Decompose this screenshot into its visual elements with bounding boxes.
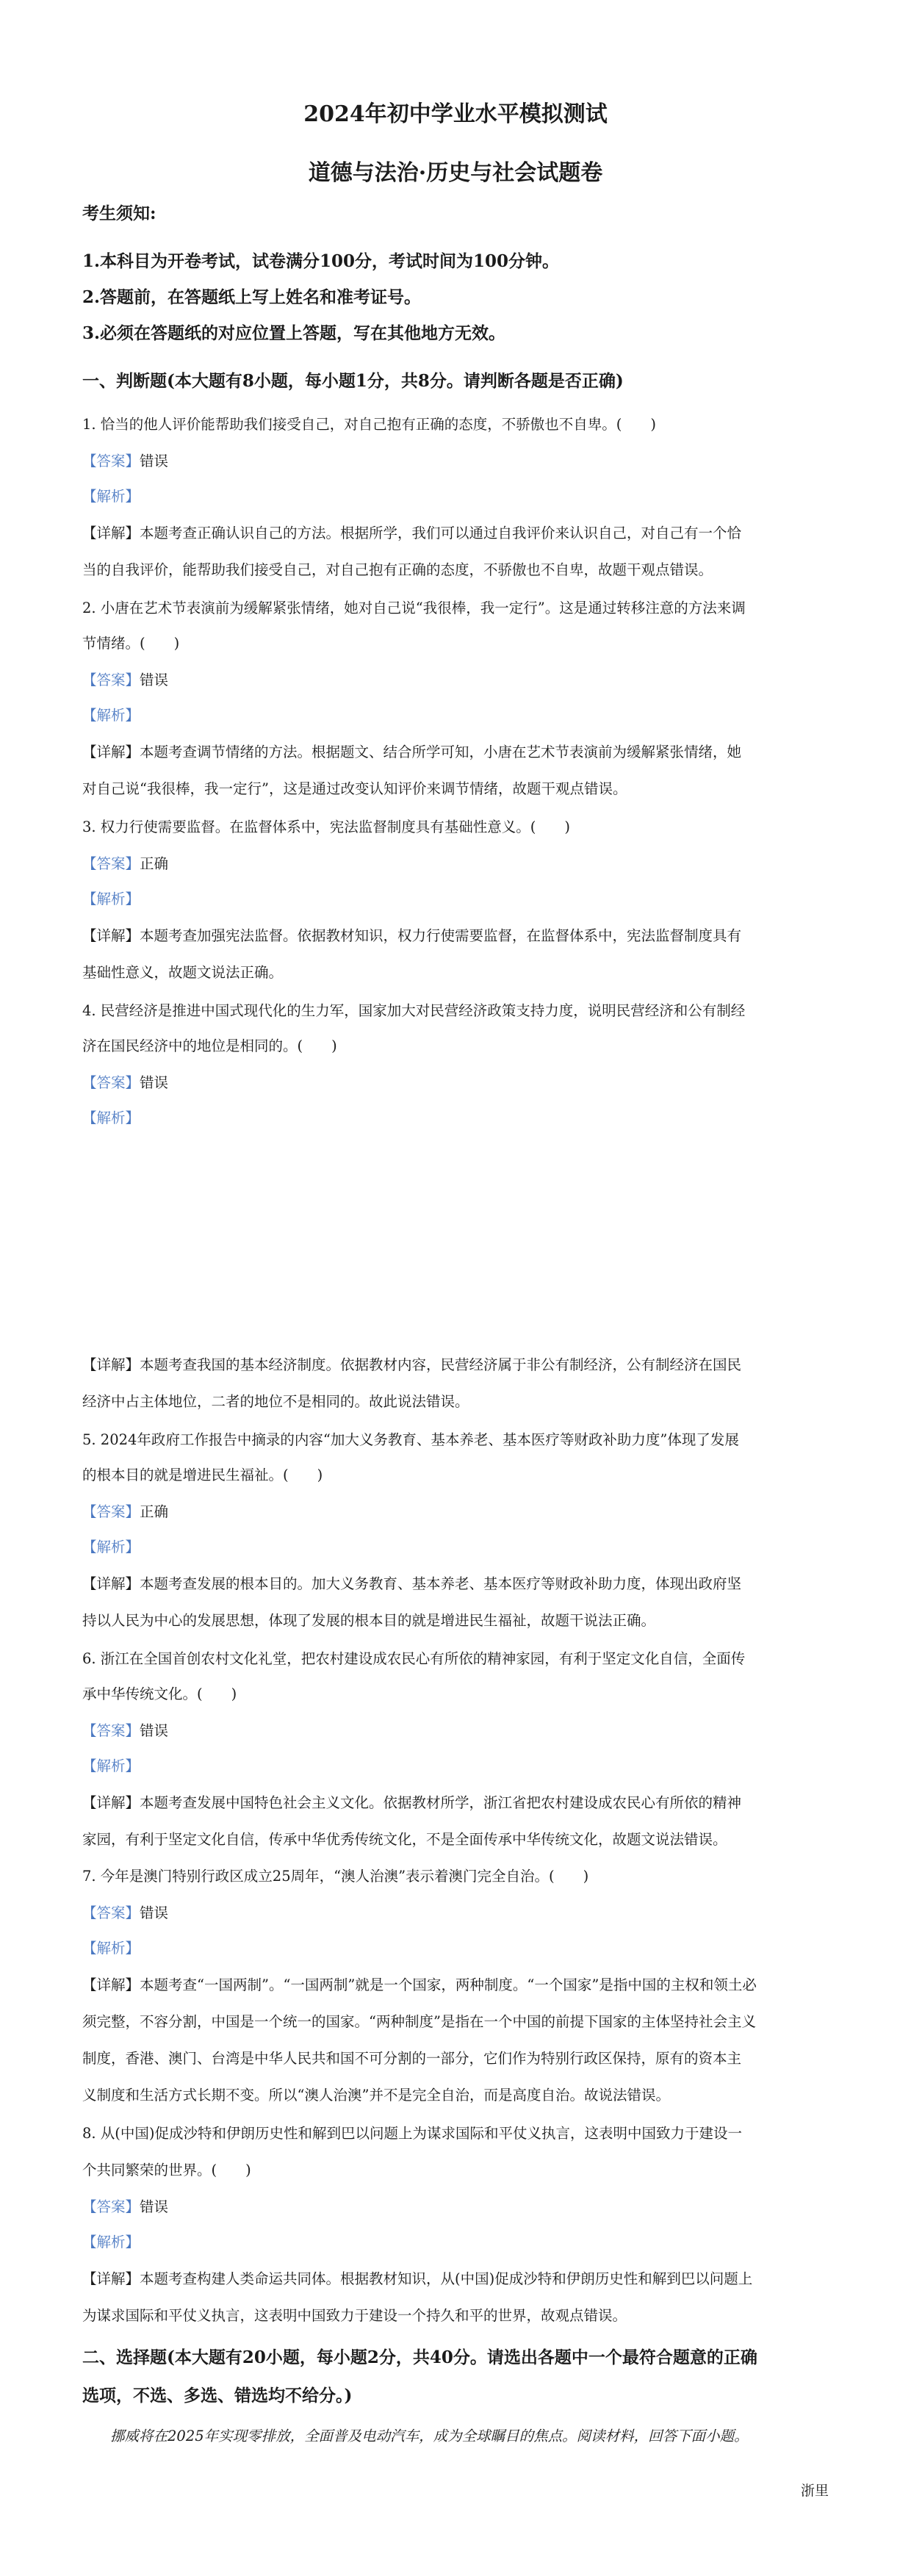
section1-heading: 一、判断题(本大题有8小题，每小题1分，共8分。请判断各题是否正确) — [82, 371, 624, 391]
analysis-tag: 【解析】 — [82, 1940, 140, 1957]
analysis-tag: 【解析】 — [82, 2234, 140, 2251]
answer-tag: 【答案】 — [82, 1074, 140, 1091]
detail-line: 义制度和生活方式长期不变。所以“澳人治澳”并不是完全自治，而是高度自治。故说法错误。 — [82, 2087, 670, 2104]
detail-line: 当的自我评价，能帮助我们接受自己，对自己抱有正确的态度，不骄傲也不自卑，故题干观点错误。 — [82, 561, 713, 578]
analysis-tag: 【解析】 — [82, 1539, 140, 1555]
answer-tag: 【答案】 — [82, 1503, 140, 1520]
detail-line: 持以人民为中心的发展思想，体现了发展的根本目的就是增进民生福祉，故题干说法正确。 — [82, 1612, 656, 1629]
answer-value: 正确 — [140, 855, 169, 872]
analysis-tag: 【解析】 — [82, 1757, 140, 1774]
question-text: 个共同繁荣的世界。( ) — [82, 2162, 251, 2179]
answer-value: 错误 — [140, 1074, 169, 1091]
exam-subtitle: 道德与法治·历史与社会试题卷 — [308, 160, 603, 186]
answer-value: 错误 — [140, 2198, 169, 2215]
answer-tag: 【答案】 — [82, 1722, 140, 1739]
notice-item: 2.答题前，在答题纸上写上姓名和准考证号。 — [82, 287, 422, 307]
analysis-tag: 【解析】 — [82, 488, 140, 505]
notice-item: 3.必须在答题纸的对应位置上答题，写在其他地方无效。 — [82, 323, 506, 343]
answer-line — [82, 852, 168, 873]
answer-value: 错误 — [140, 453, 169, 469]
answer-line — [82, 1719, 168, 1740]
answer-tag: 【答案】 — [82, 672, 140, 688]
answer-tag: 【答案】 — [82, 855, 140, 872]
answer-line — [82, 2195, 168, 2216]
reading-material: 挪威将在2025年实现零排放，全面普及电动汽车，成为全球瞩目的焦点。阅读材料，回答下面小题。 — [110, 2428, 749, 2444]
question-text: 3. 权力行使需要监督。在监督体系中，宪法监督制度具有基础性意义。( ) — [82, 819, 571, 835]
answer-value: 错误 — [140, 672, 169, 688]
detail-line: 基础性意义，故题文说法正确。 — [82, 964, 284, 981]
question-text: 2. 小唐在艺术节表演前为缓解紧张情绪，她对自己说“我很棒，我一定行”。这是通过转移注意的方法来调 — [82, 600, 746, 616]
detail-line: 对自己说“我很棒，我一定行”，这是通过改变认知评价来调节情绪，故题干观点错误。 — [82, 780, 627, 797]
answer-tag: 【答案】 — [82, 453, 140, 469]
question-text: 1. 恰当的他人评价能帮助我们接受自己，对自己抱有正确的态度，不骄傲也不自卑。( ) — [82, 416, 657, 433]
exam-title: 2024年初中学业水平模拟测试 — [303, 101, 608, 127]
detail-line: 制度，香港、澳门、台湾是中华人民共和国不可分割的一部分，它们作为特别行政区保持，原有的资本主 — [82, 2050, 742, 2067]
answer-line — [82, 1902, 168, 1922]
question-text: 济在国民经济中的地位是相同的。( ) — [82, 1037, 337, 1054]
notice-item: 1.本科目为开卷考试，试卷满分100分，考试时间为100分钟。 — [82, 251, 560, 271]
detail-line: 【详解】本题考查发展的根本目的。加大义务教育、基本养老、基本医疗等财政补助力度，体现出政府坚 — [82, 1575, 742, 1592]
question-text: 5. 2024年政府工作报告中摘录的内容“加大义务教育、基本养老、基本医疗等财政补助力度”体现了发展 — [82, 1431, 739, 1448]
answer-tag: 【答案】 — [82, 2198, 140, 2215]
page-footer: 浙里 — [800, 2483, 829, 2499]
answer-line — [82, 1071, 168, 1092]
detail-line: 【详解】本题考查我国的基本经济制度。依据教材内容，民营经济属于非公有制经济，公有制经济在国民 — [82, 1356, 742, 1373]
question-text: 4. 民营经济是推进中国式现代化的生力军，国家加大对民营经济政策支持力度，说明民营经济和公有制经 — [82, 1002, 746, 1019]
answer-value: 正确 — [140, 1503, 169, 1520]
detail-line: 【详解】本题考查加强宪法监督。依据教材知识，权力行使需要监督，在监督体系中，宪法监督制度具有 — [82, 927, 742, 944]
question-text: 7. 今年是澳门特别行政区成立25周年，“澳人治澳”表示着澳门完全自治。( ) — [82, 1868, 589, 1885]
detail-line: 经济中占主体地位，二者的地位不是相同的。故此说法错误。 — [82, 1393, 469, 1410]
analysis-tag: 【解析】 — [82, 891, 140, 907]
section2-heading: 二、选择题(本大题有20小题，每小题2分，共40分。请选出各题中一个最符合题意的正确 — [82, 2347, 757, 2367]
answer-line — [82, 1500, 168, 1521]
detail-line: 【详解】本题考查“一国两制”。“一国两制”就是一个国家，两种制度。“一个国家”是指中国的主权和领土必 — [82, 1976, 757, 1993]
question-text: 承中华传统文化。( ) — [82, 1685, 237, 1702]
detail-line: 为谋求国际和平仗义执言，这表明中国致力于建设一个持久和平的世界，故观点错误。 — [82, 2307, 627, 2324]
question-text: 的根本目的就是增进民生福祉。( ) — [82, 1467, 323, 1483]
detail-line: 须完整，不容分割，中国是一个统一的国家。“两种制度”是指在一个中国的前提下国家的主体坚持社会主义 — [82, 2013, 756, 2030]
detail-line: 【详解】本题考查发展中国特色社会主义文化。依据教材所学，浙江省把农村建设成农民心有所依的精神 — [82, 1794, 742, 1811]
notice-heading: 考生须知: — [82, 204, 156, 223]
detail-line: 【详解】本题考查调节情绪的方法。根据题文、结合所学可知，小唐在艺术节表演前为缓解紧张情绪，她 — [82, 744, 742, 760]
answer-value: 错误 — [140, 1904, 169, 1921]
detail-line: 家园，有利于坚定文化自信，传承中华优秀传统文化，不是全面传承中华传统文化，故题文说法错误。 — [82, 1831, 727, 1848]
answer-line — [82, 450, 168, 470]
question-text: 6. 浙江在全国首创农村文化礼堂，把农村建设成农民心有所依的精神家园，有利于坚定文化自信，全面传 — [82, 1650, 746, 1667]
detail-line: 【详解】本题考查构建人类命运共同体。根据教材知识，从(中国)促成沙特和伊朗历史性和解到巴以问题上 — [82, 2270, 753, 2287]
question-text: 节情绪。( ) — [82, 635, 180, 652]
analysis-tag: 【解析】 — [82, 1109, 140, 1126]
section2-heading: 选项，不选、多选、错选均不给分。) — [82, 2386, 353, 2406]
detail-line: 【详解】本题考查正确认识自己的方法。根据所学，我们可以通过自我评价来认识自己，对自己有一个恰 — [82, 525, 742, 542]
analysis-tag: 【解析】 — [82, 707, 140, 724]
answer-line — [82, 669, 168, 689]
answer-value: 错误 — [140, 1722, 169, 1739]
question-text: 8. 从(中国)促成沙特和伊朗历史性和解到巴以问题上为谋求国际和平仗义执言，这表明中国致力于建设一 — [82, 2125, 743, 2142]
answer-tag: 【答案】 — [82, 1904, 140, 1921]
